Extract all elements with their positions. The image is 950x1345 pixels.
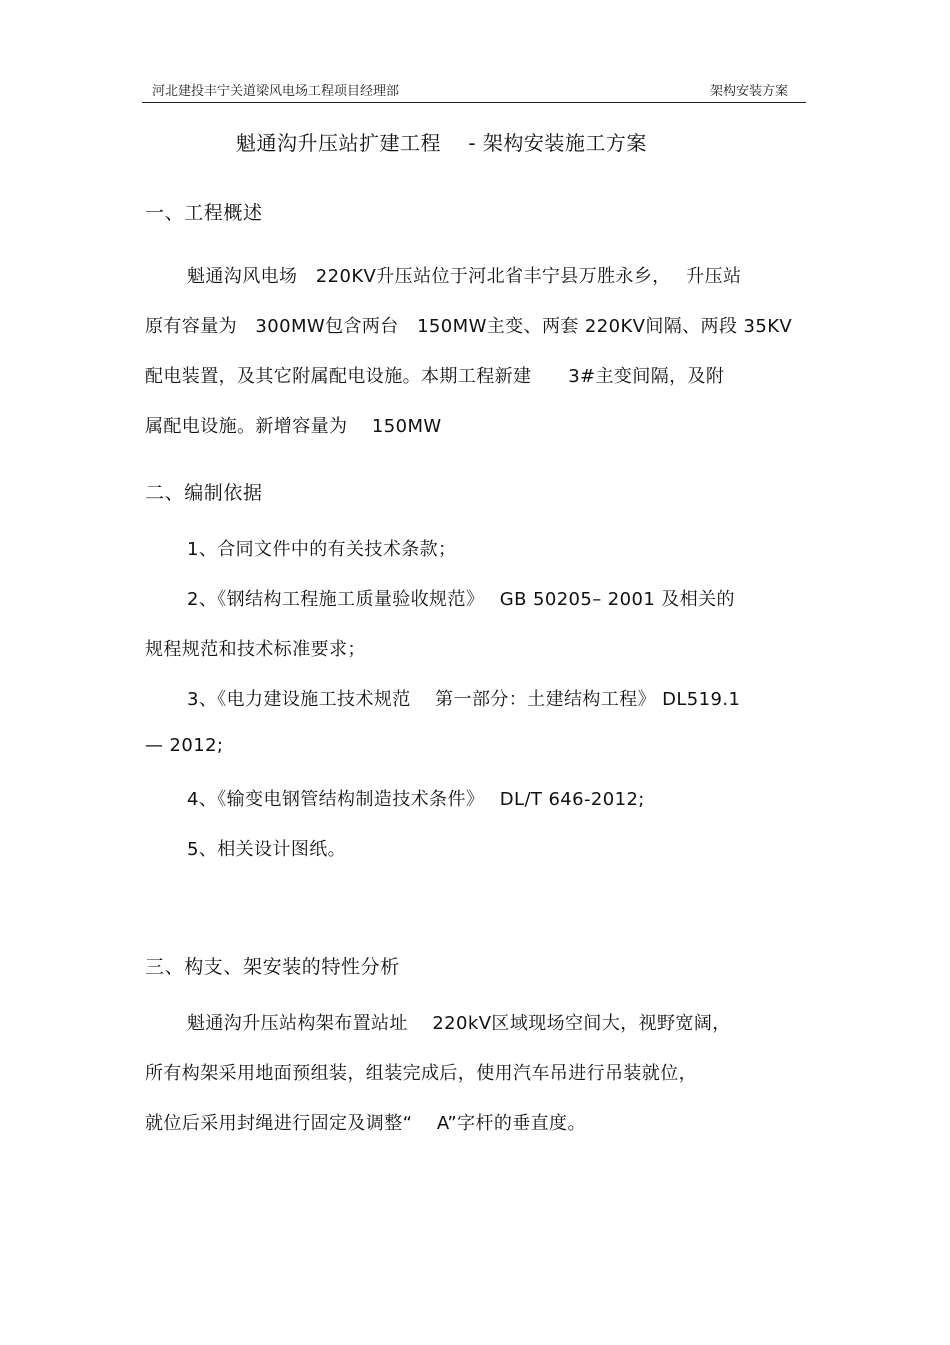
- list-item: 5、相关设计图纸。: [187, 839, 347, 860]
- list-item: 1、合同文件中的有关技术条款；: [187, 539, 457, 560]
- list-item: 4、《输变电钢管结构制造技术条件》 DL/T 646-2012;: [187, 789, 645, 810]
- paragraph-line: 所有构架采用地面预组装，组装完成后，使用汽车吊进行吊装就位，: [145, 1063, 697, 1084]
- header-document-type: 架构安装方案: [709, 84, 788, 99]
- paragraph-line: 魁通沟风电场 220KV升压站位于河北省丰宁县万胜永乡， 升压站: [187, 266, 742, 287]
- paragraph-line: 属配电设施。新增容量为 150MW: [145, 416, 442, 437]
- section-heading-basis: 二、编制依据: [145, 482, 263, 504]
- list-item-continuation: 规程规范和技术标准要求；: [145, 639, 366, 660]
- document-title: 魁通沟升压站扩建工程 - 架构安装施工方案: [236, 131, 647, 155]
- list-item: 3、《电力建设施工技术规范 第一部分：土建结构工程》 DL519.1: [187, 689, 741, 710]
- paragraph-line: 魁通沟升压站构架布置站址 220kV区域现场空间大，视野宽阔，: [187, 1013, 731, 1034]
- list-item: 2、《钢结构工程施工质量验收规范》 GB 50205– 2001 及相关的: [187, 589, 735, 610]
- section-heading-overview: 一、工程概述: [145, 202, 263, 224]
- paragraph-line: 原有容量为 300MW包含两台 150MW主变、两套 220KV间隔、两段 35KV: [145, 316, 793, 337]
- paragraph-line: 配电装置，及其它附属配电设施。本期工程新建 3#主变间隔，及附: [145, 366, 725, 387]
- section-heading-analysis: 三、构支、架安装的特性分析: [145, 956, 400, 978]
- list-item-continuation: — 2012;: [145, 735, 224, 756]
- paragraph-line: 就位后采用封绳进行固定及调整“ A”字杆的垂直度。: [145, 1113, 586, 1134]
- page-header: [142, 78, 806, 103]
- header-organization: 河北建投丰宁关道梁风电场工程项目经理部: [152, 84, 400, 99]
